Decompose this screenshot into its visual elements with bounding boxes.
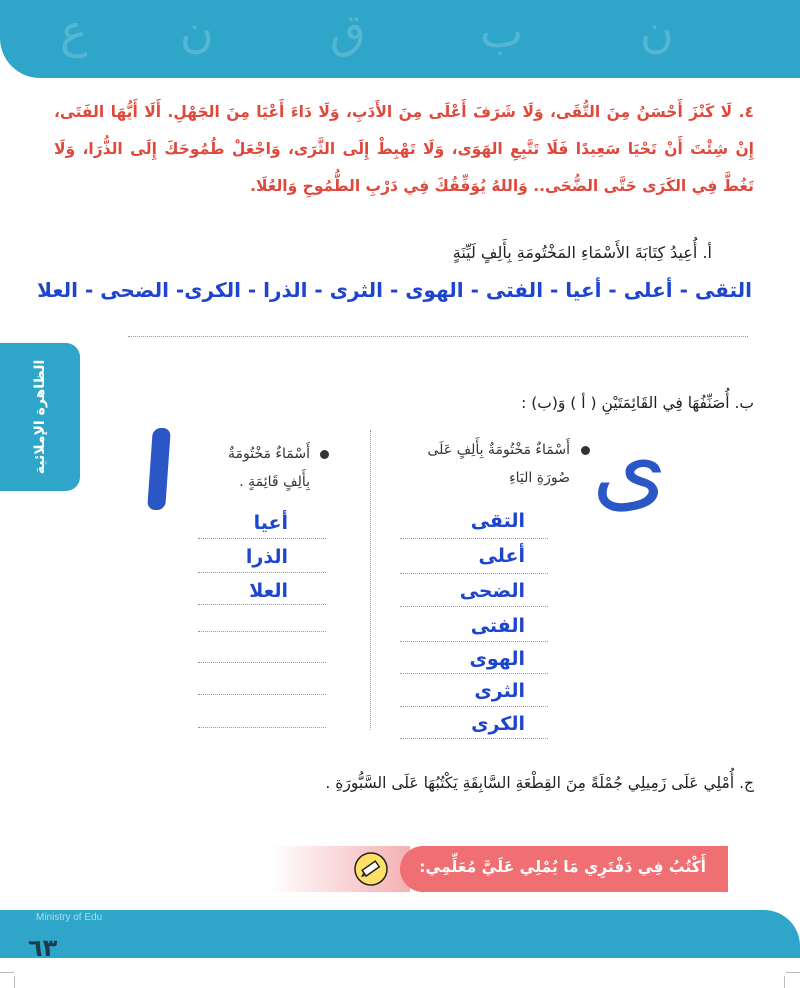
answer-line [198, 604, 326, 605]
question-b-prompt: ب. أُصَنِّفُهَا فِي القَائِمَتَيْنِ ( أ ) وَ(ب) : [521, 394, 754, 412]
hint-text: أَكْتُبُ فِي دَفْتَرِي مَا يُمْلِي عَلَيَّ مُعَلِّمِي: [419, 858, 706, 876]
big-letter-ya: ى [592, 410, 668, 522]
list-item: العلا [249, 580, 288, 602]
big-letter-alif [147, 428, 171, 510]
answer-line [198, 694, 326, 695]
heading-line: بِأَلِفٍ قَائِمَةٍ . [239, 474, 310, 490]
answer-line [198, 572, 326, 573]
heading-line: أَسْمَاءٌ مَخْتُومَةٌ بِأَلِفٍ عَلَى [427, 442, 570, 458]
question-a-prompt: أ. أُعِيدُ كِتَابَةَ الأَسْمَاءِ المَخْتُومَةِ بِأَلِفٍ لَيِّنَةٍ [452, 243, 712, 262]
column-divider [370, 430, 371, 730]
chapter-label: الظاهرة الإملائية [32, 359, 48, 475]
bottom-banner [0, 910, 800, 958]
bullet-icon [581, 446, 590, 455]
list-item: التقى [470, 510, 525, 532]
calligraphy-decoration: ق [330, 4, 366, 58]
heading-line: صُورَةِ اليَاءِ [509, 470, 570, 486]
answer-line [198, 538, 326, 539]
calligraphy-decoration: ن [180, 4, 214, 58]
answer-line [400, 738, 548, 739]
list-item: الذرا [245, 546, 288, 568]
list-item: الكرى [471, 713, 525, 735]
calligraphy-decoration: ع [60, 4, 88, 58]
calligraphy-decoration: ب [480, 4, 524, 58]
answer-line [400, 606, 548, 607]
crop-mark [784, 976, 785, 988]
question-a-answer: التقى - أعلى - أعيا - الفتى - الهوى - الثرى - الذرا - الكرى- الضحى - العلا [37, 278, 752, 302]
publisher-watermark: Ministry of Edu [36, 912, 103, 923]
answer-line [400, 673, 548, 674]
list-item: الفتى [470, 615, 525, 637]
answer-line [400, 706, 548, 707]
answer-line [128, 336, 748, 337]
crop-mark [14, 976, 15, 988]
crop-mark [786, 972, 800, 973]
list-alif-heading [228, 440, 310, 496]
answer-line [400, 538, 548, 539]
answer-line [198, 727, 326, 728]
answer-line [198, 631, 326, 632]
answer-line [198, 662, 326, 663]
list-item: أعلى [478, 545, 525, 567]
crop-mark [0, 972, 14, 973]
list-ya-heading [428, 436, 571, 492]
list-item: الضحى [459, 580, 525, 602]
chapter-side-tab [0, 343, 80, 491]
list-item: الثرى [474, 680, 525, 702]
pencil-icon [354, 852, 388, 886]
reading-passage: ٤. لَا كَنْزَ أَحْسَنُ مِنَ التُّقَى، وَلَا شَرَفَ أَعْلَى مِنَ الأَدَبِ، وَلَا دَاءَ أَعْيَا مِنَ الجَهْلِ. أَلَا أَيُّهَا الفَتَى، إِنْ شِئْتَ أَنْ تَحْيَا سَعِيدًا فَلَا تَتَّبِعِ الهَوَى، وَلَا تَهْبِطْ إِلَى الثَّرَى، وَاجْعَلْ طُمُوحَكَ إِلَى الذُّرَا، وَلَا تَغُطَّ فِي الكَرَى حَتَّى الضُّحَى.. وَاللهُ يُوَفِّقُكَ فِي دَرْبِ الطُّمُوحِ وَالعُلَا. [54, 103, 754, 195]
calligraphy-decoration: ن [640, 4, 674, 58]
top-banner [0, 0, 800, 78]
bullet-icon [320, 450, 329, 459]
hint-bar-fade [270, 846, 410, 892]
heading-line: أَسْمَاءٌ مَخْتُومَةٌ [227, 446, 310, 462]
page-number: ٦٣ [28, 934, 58, 962]
list-item: أعيا [253, 512, 288, 534]
answer-line [400, 641, 548, 642]
list-item: الهوى [469, 648, 525, 670]
question-c-prompt: ج. أُمْلِي عَلَى زَمِيلِي جُمْلَةً مِنَ القِطْعَةِ السَّابِقَةِ يَكْتُبُهَا عَلَى السَّبُّورَةِ . [325, 774, 754, 792]
answer-line [400, 573, 548, 574]
